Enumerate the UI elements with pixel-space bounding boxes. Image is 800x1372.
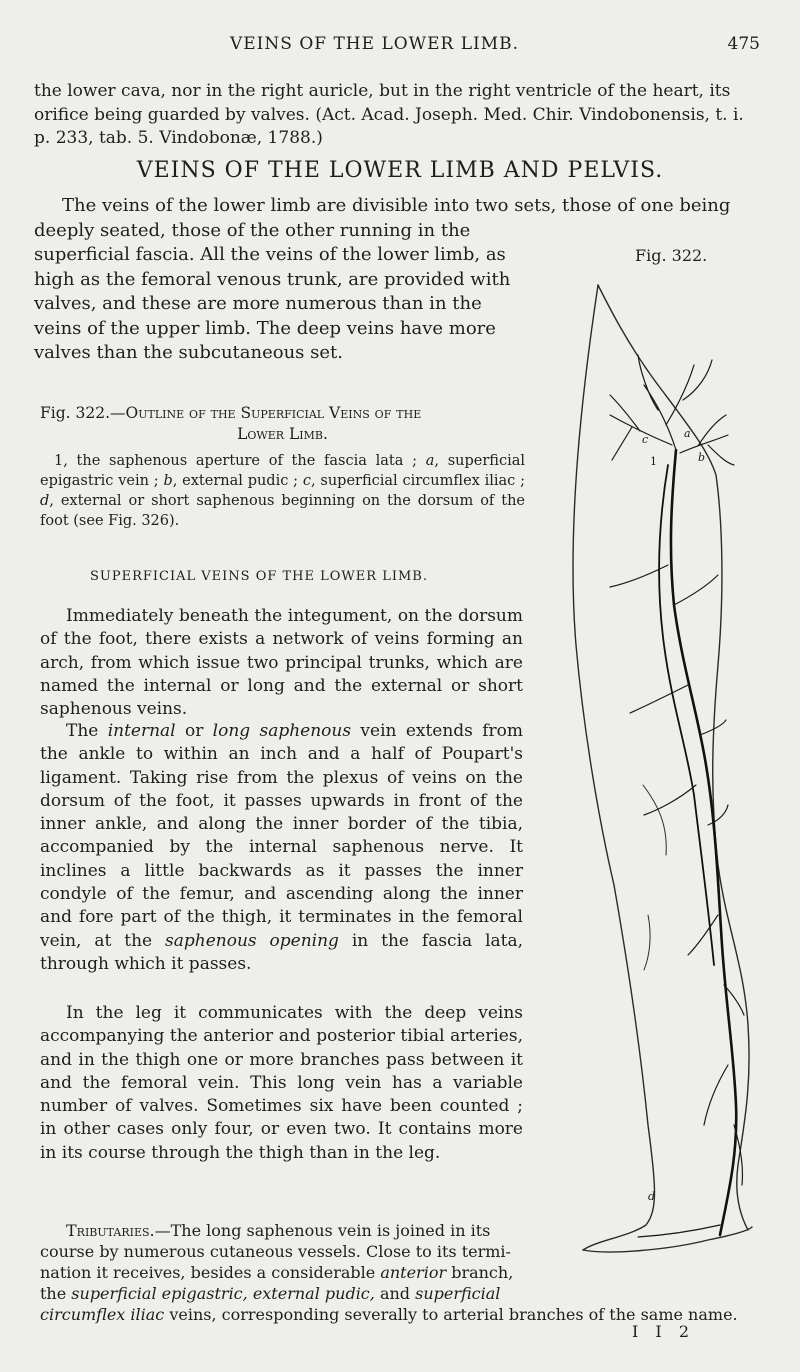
intro-paragraph <box>34 80 759 151</box>
paragraph-1-text: Immediately beneath the integument, on the dorsum of the foot, there exists a network of veins forming an arch, from which issue two principal trunks, which are named the internal or long and the external or short saphenous veins. <box>40 606 523 720</box>
figure-marker-a: a <box>684 427 691 440</box>
intro-line: orifice being guarded by valves. (Act. Acad. Joseph. Med. Chir. Vindobonensis, t. i. <box>34 104 744 125</box>
page-number: 475 <box>727 34 760 54</box>
tributaries-line: nation it receives, besides a considerable anterior branch, <box>40 1263 514 1282</box>
figure-label: Fig. 322. <box>635 246 708 265</box>
tributaries-paragraph <box>40 1220 765 1325</box>
section-title: VEINS OF THE LOWER LIMB AND PELVIS. <box>136 158 664 183</box>
paragraph-1 <box>40 605 523 721</box>
running-head-title: VEINS OF THE LOWER LIMB. <box>230 34 520 54</box>
figure-caption <box>40 403 525 531</box>
caption-body: 1, the saphenous aperture of the fascia lata ; a, superficial epigastric vein ; b, external pudic ; c, superficial circumflex iliac ; d, external or short saphenous beginning on the dorsum of the foot (see Fig. 326). <box>40 453 525 529</box>
intro-line: the lower cava, nor in the right auricle, but in the right ventricle of the heart, its <box>34 81 731 101</box>
signature-mark: I I 2 <box>632 1322 695 1341</box>
superficial-epigastric-branch <box>638 355 712 450</box>
paragraph-2-text: The internal or long saphenous vein extends from the ankle to within an inch and a half of Poupart's ligament. Taking rise from the plexus of veins on the dorsum of the foot, it passes upwards in front of the inner ankle, and along the inner border of the tibia, accompanied by the internal saphenous nerve. It inclines a little backwards as it passes the inner condyle of the femur, and ascending along the inner and fore part of the thigh, it terminates in the femoral vein, at the saphenous opening in the fascia lata, through which it passes. <box>40 721 524 974</box>
external-pudic-branch <box>680 415 734 465</box>
leg-outline-inner <box>598 285 749 1230</box>
paragraph-2 <box>40 720 523 976</box>
tributaries-line: Tributaries.—The long saphenous vein is joined in its <box>66 1221 491 1240</box>
figure-marker-d: d <box>648 1190 656 1203</box>
caption-title <box>40 403 525 424</box>
circumflex-iliac-branch <box>610 395 672 460</box>
paragraph-3 <box>40 1002 523 1165</box>
caption-fig: Fig. 322.— <box>40 404 126 422</box>
sets-rest: deeply seated, those of the other running in the superficial fascia. All the veins of the lower limb, as high as the femoral venous trunk, are provided with valves, and these are more numerous than in the veins of the upper limb. The deep veins have more valves than the subcutaneous set. <box>34 219 511 363</box>
leg-outline-outer <box>573 285 654 1250</box>
sets-first-line: The veins of the lower limb are divisible into two sets, those of one being <box>62 195 731 216</box>
running-head <box>0 32 800 58</box>
tributaries-line: course by numerous cutaneous vessels. Close to its termi- <box>40 1242 511 1261</box>
figure-marker-b: b <box>698 451 706 464</box>
long-saphenous-vein <box>671 450 736 1235</box>
collateral-vein <box>659 465 714 965</box>
tributaries-line: circumflex iliac veins, corresponding severally to arterial branches of the same name. <box>40 1305 738 1324</box>
figure-marker-c: c <box>642 433 649 446</box>
caption-title-part1: Outline of the Superficial Veins of the <box>125 404 422 422</box>
paragraph-3-text: In the leg it communicates with the deep veins accompanying the anterior and posterior tibial arteries, and in the thigh one or more branches pass between it and the femoral vein. This long vein has a variable number of valves. Sometimes six have been counted ; in other cases only four, or even two. It contains more in its course through the thigh than in the leg. <box>40 1003 523 1163</box>
intro-line: p. 233, tab. 5. Vindobonæ, 1788.) <box>34 128 323 148</box>
subheading: SUPERFICIAL VEINS OF THE LOWER LIMB. <box>90 569 428 584</box>
caption-title-part2: Lower Limb. <box>237 425 328 443</box>
figure-marker-1: 1 <box>650 455 657 468</box>
tributaries-lead: Tributaries. <box>66 1221 155 1240</box>
leg-veins-illustration <box>548 265 778 1275</box>
tributaries-line: the superficial epigastric, external pudic, and superficial <box>40 1284 501 1303</box>
